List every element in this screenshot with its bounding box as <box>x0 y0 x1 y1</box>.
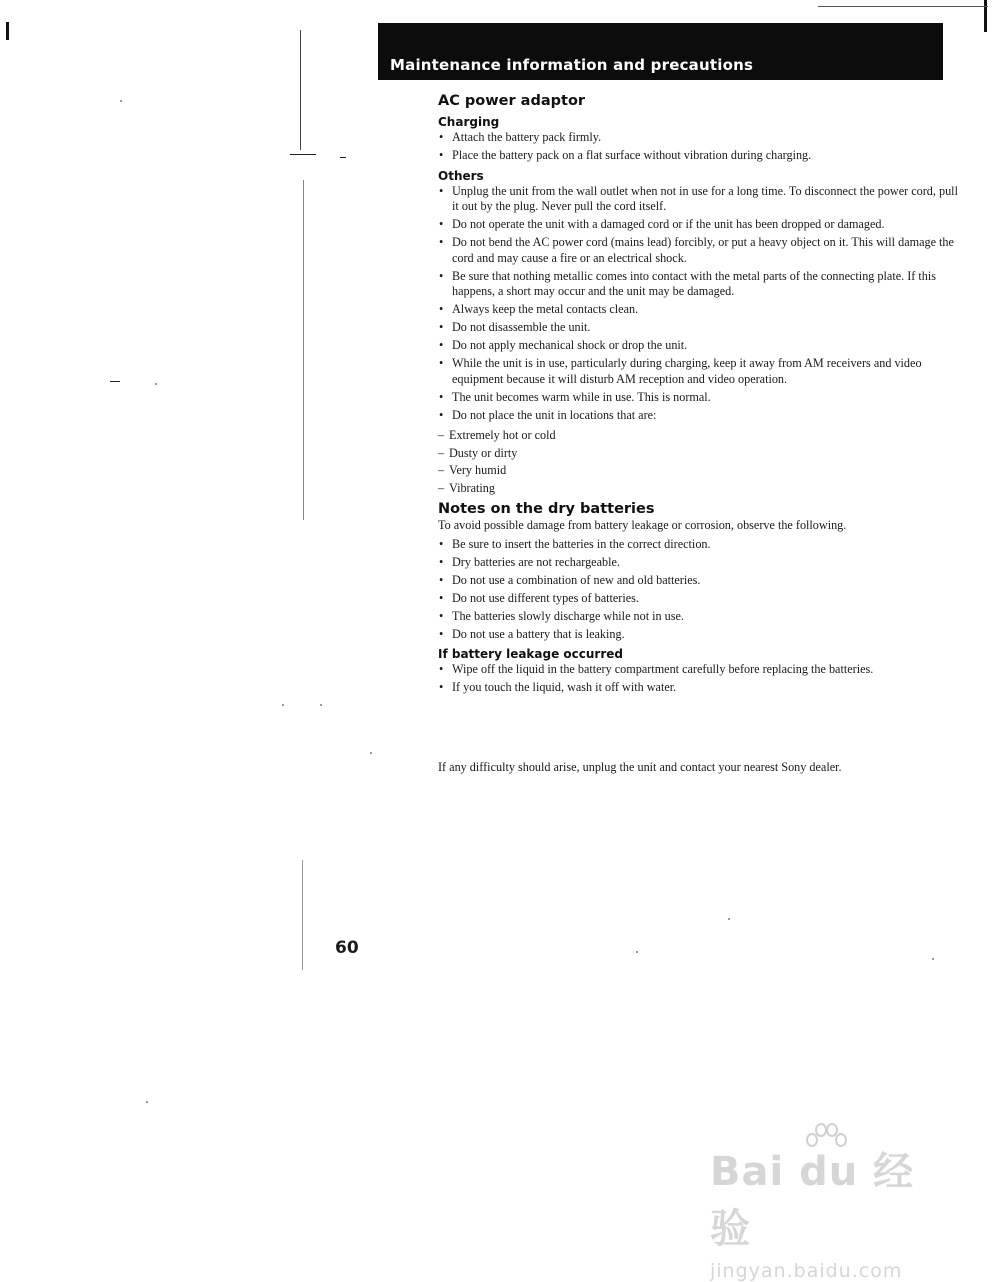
batteries-list <box>438 537 958 643</box>
list-item: • Be sure to insert the batteries in the correct direction. <box>438 537 958 553</box>
list-item: • Do not disassemble the unit. <box>438 320 958 336</box>
others-list <box>438 184 958 424</box>
scan-mark <box>290 154 316 155</box>
sublist-item: – Vibrating <box>438 481 958 497</box>
leakage-list <box>438 662 958 696</box>
page-title: Maintenance information and precautions <box>390 56 754 74</box>
dry-batteries-section <box>438 501 958 696</box>
scan-dot <box>155 383 157 385</box>
list-item: • Do not place the unit in locations that are: <box>438 408 958 424</box>
scan-dot <box>320 704 322 706</box>
scan-dot <box>728 918 730 920</box>
list-item: • Do not use a battery that is leaking. <box>438 627 958 643</box>
list-item: • Unplug the unit from the wall outlet when not in use for a long time. To disconnect the power cord, pull it out by the plug. Never pull the cord itself. <box>438 184 958 215</box>
sublist-item: – Dusty or dirty <box>438 446 958 462</box>
subheading-others: Others <box>438 168 484 183</box>
scan-mark <box>340 157 346 158</box>
list-item: • Attach the battery pack firmly. <box>438 130 958 146</box>
list-item: • Do not use different types of batteries. <box>438 591 958 607</box>
list-item: • While the unit is in use, particularly during charging, keep it away from AM receivers and video equipment because it will disturb AM reception and video operation. <box>438 356 958 387</box>
scan-dot <box>370 752 372 754</box>
binding-edge <box>302 860 303 970</box>
page-number: 60 <box>335 938 359 958</box>
list-item: • The unit becomes warm while in use. This is normal. <box>438 390 958 406</box>
scan-mark <box>110 381 120 382</box>
main-content <box>438 93 958 701</box>
list-item: • The batteries slowly discharge while not in use. <box>438 609 958 625</box>
location-sublist <box>438 428 958 496</box>
subheading-charging: Charging <box>438 115 500 129</box>
intro-paragraph: To avoid possible damage from battery leakage or corrosion, observe the following. <box>438 518 847 532</box>
list-item: • Do not apply mechanical shock or drop the unit. <box>438 338 958 354</box>
list-item: • Place the battery pack on a flat surface without vibration during charging. <box>438 148 958 164</box>
scan-dot <box>932 958 934 960</box>
binding-edge <box>300 30 301 150</box>
section-heading: Notes on the dry batteries <box>438 501 655 517</box>
list-item: • Do not use a combination of new and old batteries. <box>438 573 958 589</box>
section-header-bar <box>378 23 943 80</box>
scan-rule <box>818 6 988 7</box>
paw-icon <box>802 1122 848 1152</box>
sublist-item: – Very humid <box>438 463 958 479</box>
ac-adaptor-section <box>438 93 958 496</box>
sublist-item: – Extremely hot or cold <box>438 428 958 444</box>
scan-dot <box>146 1101 148 1103</box>
list-item: • Do not operate the unit with a damaged cord or if the unit has been dropped or damaged. <box>438 217 958 233</box>
charging-list <box>438 130 958 164</box>
list-item: • If you touch the liquid, wash it off with water. <box>438 680 958 696</box>
scan-dot <box>120 100 122 102</box>
scan-dot <box>636 951 638 953</box>
list-item: • Be sure that nothing metallic comes into contact with the metal parts of the connecting plate. If this happens, a short may occur and the unit may be damaged. <box>438 269 958 300</box>
scan-dot <box>282 704 284 706</box>
binding-edge <box>303 180 304 520</box>
scan-mark <box>984 0 987 32</box>
watermark-url: jingyan.baidu.com <box>710 1260 903 1282</box>
scan-mark <box>6 22 9 40</box>
list-item: • Do not bend the AC power cord (mains lead) forcibly, or put a heavy object on it. This will damage the cord and may cause a fire or an electrical shock. <box>438 235 958 266</box>
list-item: • Wipe off the liquid in the battery compartment carefully before replacing the batteries. <box>438 662 958 678</box>
watermark <box>710 1140 940 1282</box>
list-item: • Dry batteries are not rechargeable. <box>438 555 958 571</box>
list-item: • Always keep the metal contacts clean. <box>438 302 958 318</box>
closing-note: If any difficulty should arise, unplug the unit and contact your nearest Sony dealer. <box>438 760 842 774</box>
watermark-logo: Bai du 经验 <box>710 1149 915 1252</box>
section-heading: AC power adaptor <box>438 93 586 109</box>
subheading-leakage: If battery leakage occurred <box>438 647 623 661</box>
